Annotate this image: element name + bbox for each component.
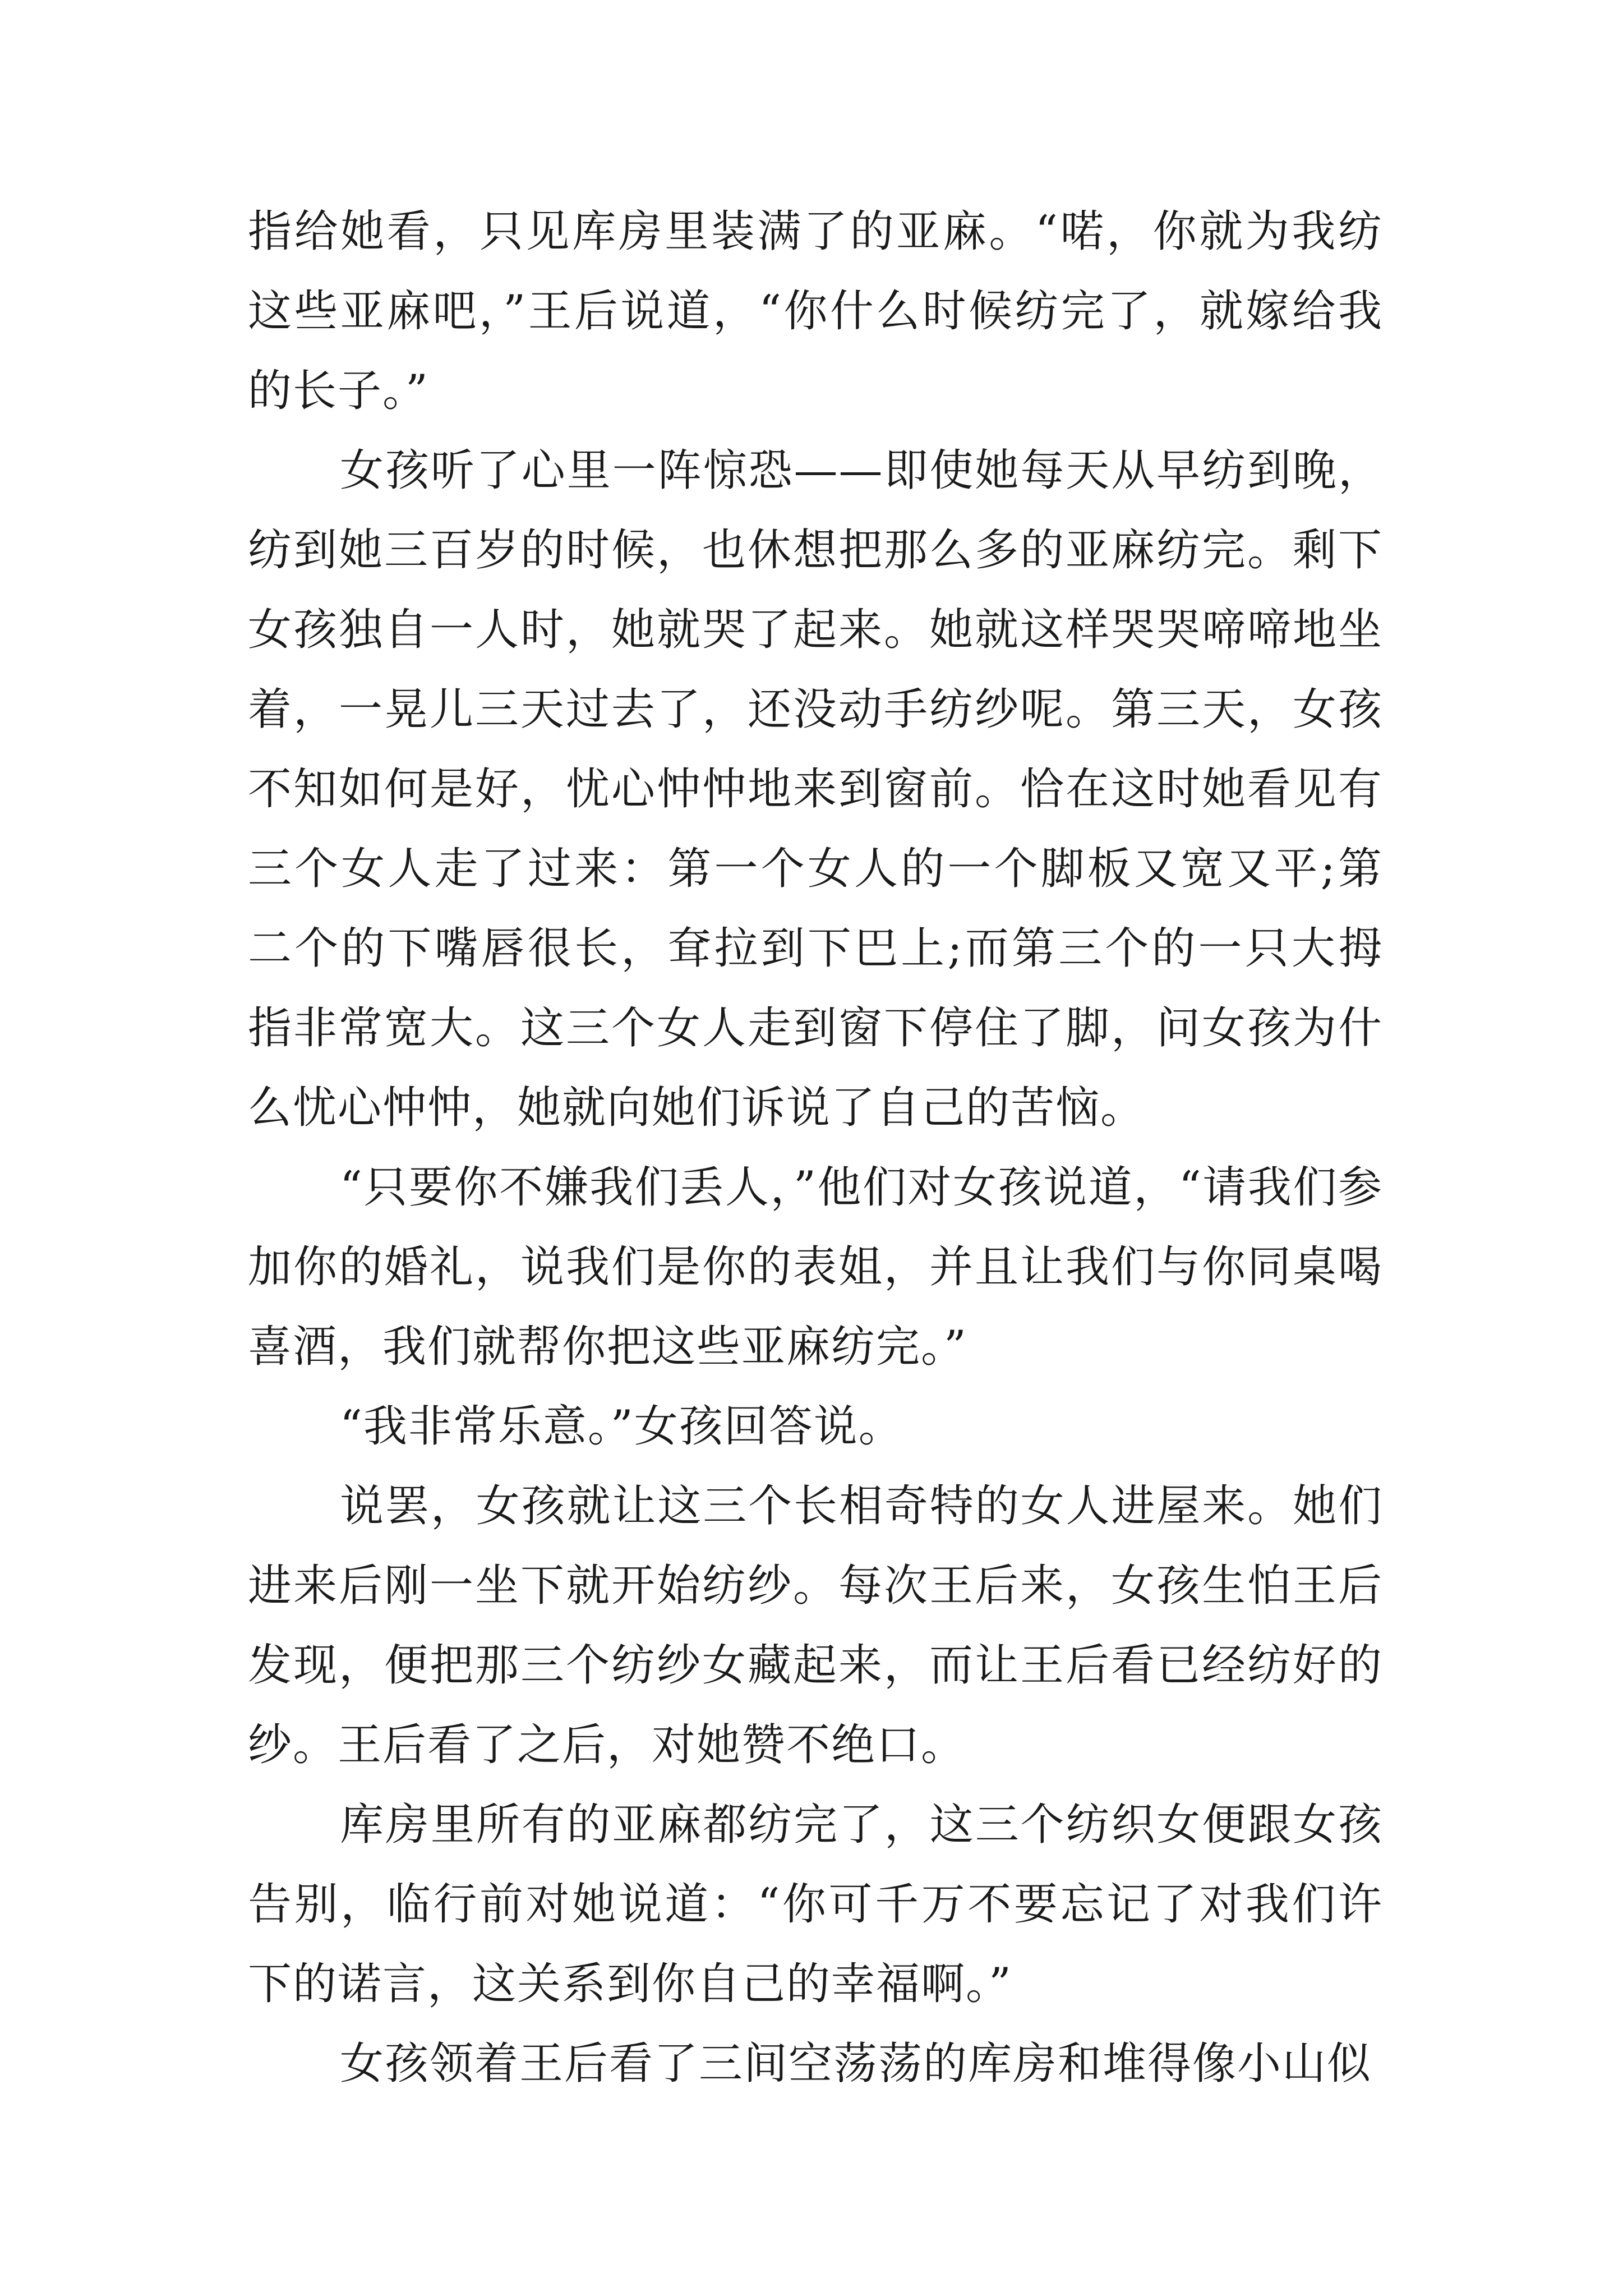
text-body [248, 192, 1383, 2104]
paragraph-3: “只要你不嫌我们丢人，”他们对女孩说道，“请我们参加你的婚礼，说我们是你的表姐，并且让我们与你同桌喝喜酒，我们就帮你把这些亚麻纺完。” [248, 1162, 1383, 1372]
paragraph-1: 指给她看，只见库房里装满了的亚麻。“喏，你就为我纺这些亚麻吧，”王后说道，“你什么时候纺完了，就嫁给我的长子。” [248, 206, 1383, 416]
paragraph-5: 说罢，女孩就让这三个长相奇特的女人进屋来。她们进来后刚一坐下就开始纺纱。每次王后来，女孩生怕王后发现，便把那三个纺纱女藏起来，而让王后看已经纺好的纱。王后看了之后，对她赞不绝口。 [248, 1481, 1383, 1770]
paragraph-7: 女孩领着王后看了三间空荡荡的库房和堆得像小山似 [340, 2039, 1372, 2089]
paragraph-6: 库房里所有的亚麻都纺完了，这三个纺织女便跟女孩告别，临行前对她说道：“你可千万不要忘记了对我们许下的诺言，这关系到你自己的幸福啊。” [248, 1800, 1383, 2009]
paragraph-2: 女孩听了心里一阵惊恐——即使她每天从早纺到晚，纺到她三百岁的时候，也休想把那么多的亚麻纺完。剩下女孩独自一人时，她就哭了起来。她就这样哭哭啼啼地坐着，一晃儿三天过去了，还没动手纺纱呢。第三天，女孩不知如何是好，忧心忡忡地来到窗前。恰在这时她看见有三个女人走了过来：第一个女人的一个脚板又宽又平;第二个的下嘴唇很长，耷拉到下巴上;而第三个的一只大拇指非常宽大。这三个女人走到窗下停住了脚，问女孩为什么忧心忡忡，她就向她们诉说了自己的苦恼。 [248, 445, 1383, 1133]
paragraph-4: “我非常乐意。”女孩回答说。 [340, 1401, 903, 1452]
